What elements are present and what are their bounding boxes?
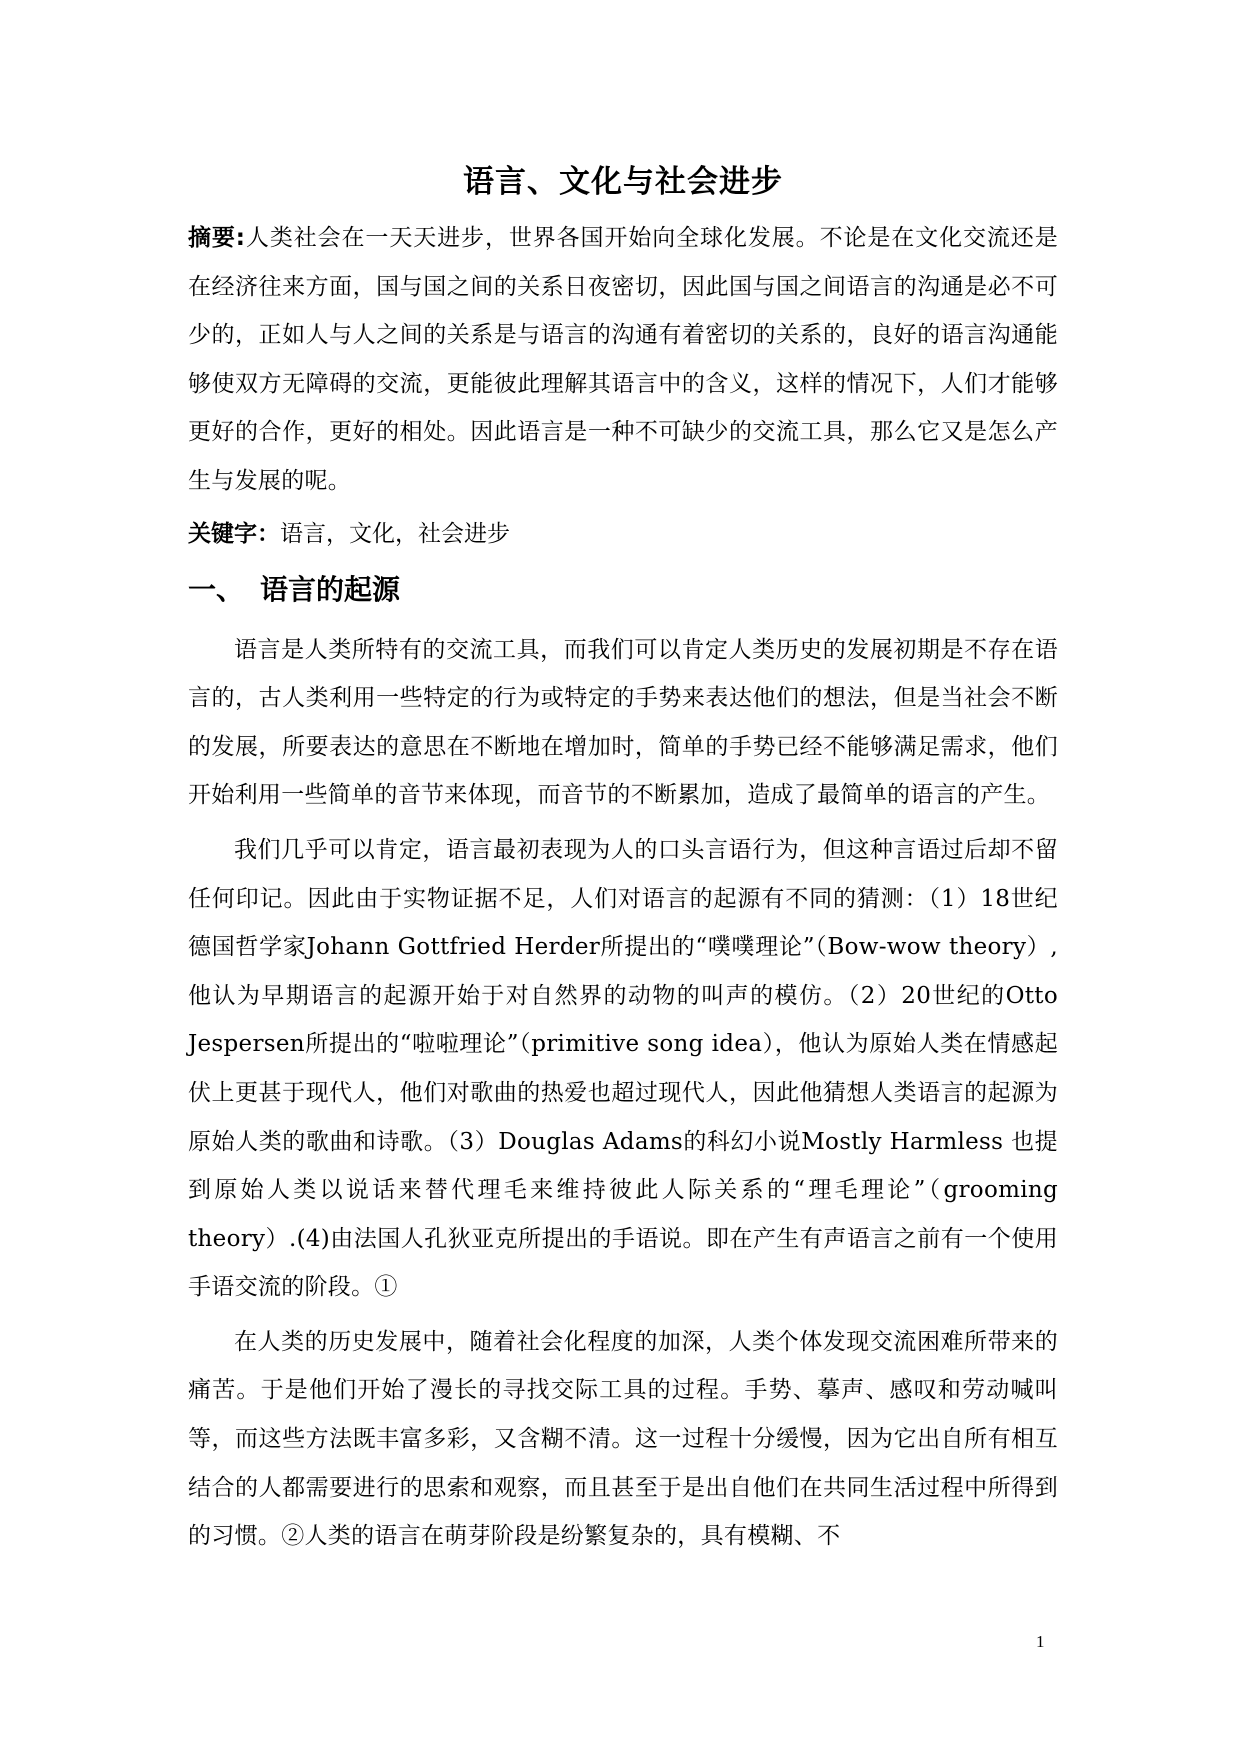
- body-paragraph: 语言是人类所特有的交流工具，而我们可以肯定人类历史的发展初期是不存在语言的，古人类利用一些特定的行为或特定的手势来表达他们的想法，但是当社会不断的发展，所要表达的意思在不断地在增加时，简单的手势已经不能够满足需求，他们开始利用一些简单的音节来体现，而音节的不断累加，造成了最简单的语言的产生。: [188, 636, 1058, 809]
- page-number: 1: [1036, 1632, 1045, 1651]
- abstract: [188, 214, 1058, 506]
- section-heading: [188, 560, 1058, 620]
- keywords: [188, 510, 1058, 558]
- document-title: 语言、文化与社会进步: [463, 164, 783, 200]
- section-title: 语言的起源: [260, 572, 401, 606]
- abstract-label: 摘要:: [188, 225, 246, 251]
- body-paragraph: 我们几乎可以肯定，语言最初表现为人的口头言语行为，但这种言语过后却不留任何印记。因此由于实物证据不足，人们对语言的起源有不同的猜测：（1）18世纪德国哲学家Johann Gottfried Herder所提出的“噗噗理论”（Bow-wow theory）,他认为早期语言的起源开始于对自然界的动物的叫声的模仿。（2）20世纪的Otto Jespersen所提出的“啦啦理论”（primitive song idea），他认为原始人类在情感起伏上更甚于现代人，他们对歌曲的热爱也超过现代人，因此他猜想人类语言的起源为原始人类的歌曲和诗歌。（3）Douglas Adams的科幻小说Mostly Harmless 也提到原始人类以说话来替代理毛来维持彼此人际关系的“理毛理论”（grooming theory）.(4)由法国人孔狄亚克所提出的手语说。即在产生有声语言之前有一个使用手语交流的阶段。①: [188, 836, 1058, 1301]
- body-paragraph: 在人类的历史发展中，随着社会化程度的加深，人类个体发现交流困难所带来的痛苦。于是他们开始了漫长的寻找交际工具的过程。手势、摹声、感叹和劳动喊叫等，而这些方法既丰富多彩，又含糊不清。这一过程十分缓慢，因为它出自所有相互结合的人都需要进行的思索和观察，而且甚至于是出自他们在共同生活过程中所得到的习惯。②人类的语言在萌芽阶段是纷繁复杂的，具有模糊、不: [188, 1328, 1058, 1550]
- keywords-label: 关键字：: [188, 520, 280, 547]
- section-number: 一、: [188, 572, 245, 606]
- document-page: [188, 150, 1058, 1561]
- abstract-text: 人类社会在一天天进步，世界各国开始向全球化发展。不论是在文化交流还是在经济往来方面，国与国之间的关系日夜密切，因此国与国之间语言的沟通是必不可少的，正如人与人之间的关系是与语言的沟通有着密切的关系的，良好的语言沟通能够使双方无障碍的交流，更能彼此理解其语言中的含义，这样的情况下，人们才能够更好的合作，更好的相处。因此语言是一种不可缺少的交流工具，那么它又是怎么产生与发展的呢。: [188, 225, 1058, 494]
- keywords-text: 语言，文化，社会进步: [280, 520, 510, 547]
